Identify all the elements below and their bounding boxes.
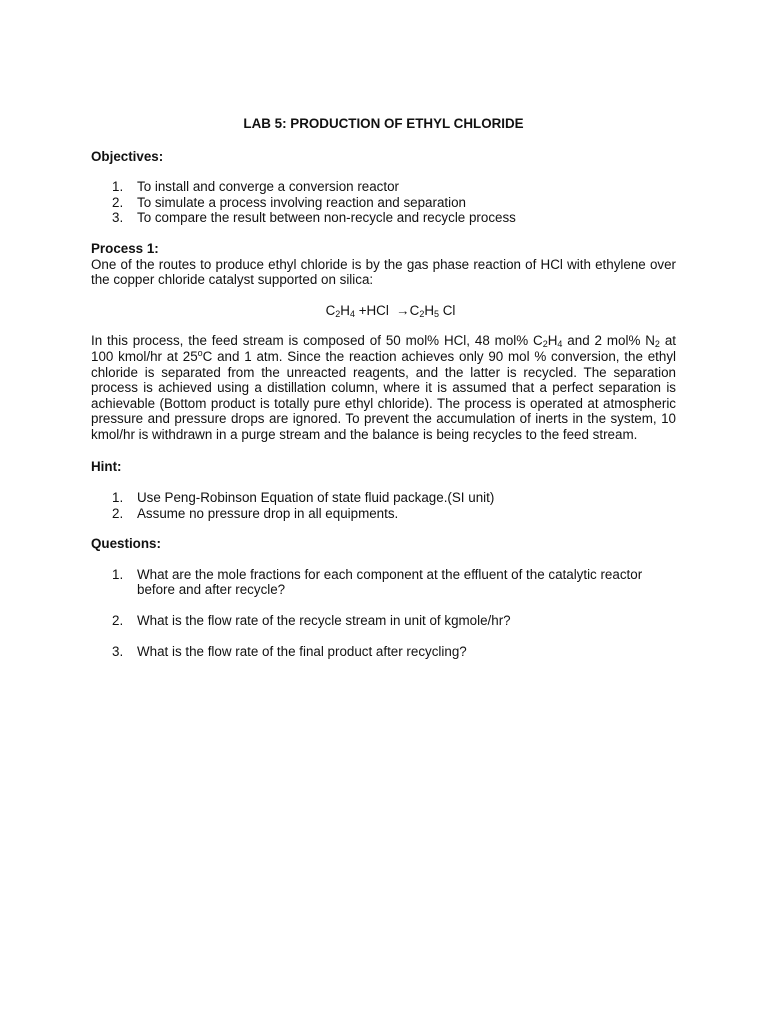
hint-item xyxy=(91,506,676,522)
list-number: 3. xyxy=(112,643,124,659)
list-number: 1. xyxy=(112,179,124,195)
objective-item xyxy=(91,210,676,226)
question-text: What is the flow rate of the recycle stream in unit of kgmole/hr? xyxy=(137,613,511,629)
desc-text: H xyxy=(547,333,558,349)
desc-sub: 2 xyxy=(654,339,660,350)
document-page xyxy=(91,116,676,674)
document-title: LAB 5: PRODUCTION OF ETHYL CHLORIDE xyxy=(243,116,524,131)
desc-sup: o xyxy=(197,347,203,358)
eq-sub: 2 xyxy=(335,308,341,319)
eq-cl: Cl xyxy=(439,302,456,318)
process-intro: One of the routes to produce ethyl chloride is by the gas phase reaction of HCl with ethylene over the copper chloride catalyst supported on silica: xyxy=(91,256,676,288)
objectives-heading: Objectives: xyxy=(91,148,164,164)
list-number: 2. xyxy=(112,505,124,521)
eq-h: H xyxy=(340,302,350,318)
hint-text: Use Peng-Robinson Equation of state fluid package.(SI unit) xyxy=(137,490,495,506)
desc-text: C and 1 atm. Since the reaction achieves only 90 mol % conversion, the ethyl chloride is separated from the unreacted reagents, and the latter is recycled. The separation process is achieved using a distillation column, where it is assumed that a perfect separation is achievable (Bottom product is totally pure ethyl chloride). The process is operated at atmospheric pressure and pressure drops are ignored. To prevent the accumulation of inerts in the system, 10 kmol/hr is withdrawn in a purge stream and the balance is being recycles to the feed stream. xyxy=(91,348,676,442)
hint-heading: Hint: xyxy=(91,458,122,474)
question-item xyxy=(91,613,676,629)
desc-text: at 100 kmol/hr at 25 xyxy=(91,333,676,364)
questions-list xyxy=(91,567,676,659)
objective-item xyxy=(91,195,676,211)
objective-text: To simulate a process involving reaction and separation xyxy=(137,194,466,210)
arrow-icon: → xyxy=(396,302,410,318)
process-description xyxy=(91,333,676,442)
hint-item xyxy=(91,490,676,506)
list-number: 2. xyxy=(112,613,124,629)
eq-plus-hcl: +HCl xyxy=(354,302,397,318)
objective-item xyxy=(91,179,676,195)
desc-sub: 4 xyxy=(557,339,563,350)
desc-text: In this process, the feed stream is composed of 50 mol% HCl, 48 mol% C xyxy=(91,333,543,349)
eq-sub: 2 xyxy=(419,308,425,319)
eq-h: H xyxy=(424,302,435,318)
eq-sub: 4 xyxy=(349,308,355,319)
eq-c: C xyxy=(325,302,336,318)
list-number: 3. xyxy=(112,210,124,226)
desc-text: and 2 mol% N xyxy=(562,333,655,349)
question-item xyxy=(91,644,676,660)
desc-sub: 2 xyxy=(542,339,548,350)
question-text: What is the flow rate of the final product after recycling? xyxy=(137,643,467,659)
list-number: 2. xyxy=(112,194,124,210)
eq-sub: 5 xyxy=(434,308,440,319)
list-number: 1. xyxy=(112,566,124,582)
question-item xyxy=(91,567,676,598)
eq-c: C xyxy=(409,302,420,318)
objective-text: To install and converge a conversion reactor xyxy=(137,179,400,195)
hint-text: Assume no pressure drop in all equipments. xyxy=(137,505,399,521)
questions-heading: Questions: xyxy=(91,536,161,552)
list-number: 1. xyxy=(112,490,124,506)
reaction-equation xyxy=(91,303,676,319)
objectives-list xyxy=(91,179,676,226)
objective-text: To compare the result between non-recycle and recycle process xyxy=(137,210,516,226)
process-heading: Process 1: xyxy=(91,240,159,256)
hint-list xyxy=(91,490,676,521)
question-text: What are the mole fractions for each component at the effluent of the catalytic reactor before and after recycle? xyxy=(137,566,643,598)
